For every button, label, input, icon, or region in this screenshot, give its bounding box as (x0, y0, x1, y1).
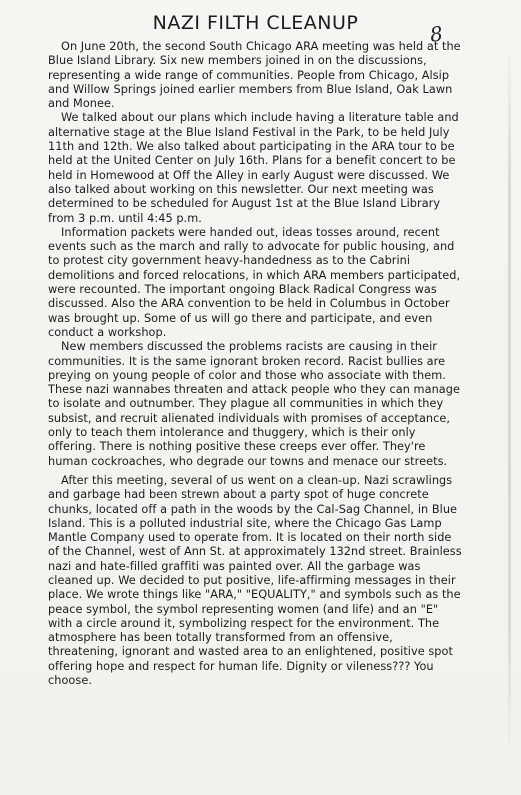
article-body (48, 40, 463, 688)
paragraph-meeting: On June 20th, the second South Chicago ARA meeting was held at the Blue Island Library. Six new members joined in on the discussions, representing a wide range of communities. People from Chicago, Alsip and Willow Springs joined earlier members from Blue Island, Oak Lawn and Monee. (48, 40, 461, 111)
paragraph-cleanup: After this meeting, several of us went on a clean-up. Nazi scrawlings and garbage had been strewn about a party spot of huge concrete chunks, located off a path in the woods by the Cal-Sag Channel, in Blue Island. This is a polluted industrial site, where the Chicago Gas Lamp Mantle Company used to operate from. It is located on their north side of the Channel, west of Ann St. at approximately 132nd street. Brainless nazi and hate-filled graffiti was painted over. All the garbage was cleaned up. We decided to put positive, life-affirming messages in their place. We wrote things like "ARA," "EQUALITY," and symbols such as the peace symbol, the symbol representing women (and life) and an "E" with a circle around it, symbolizing respect for the environment. The atmosphere has been totally transformed from an offensive, threatening, ignorant and wasted area to an enlightened, positive spot offering hope and respect for human life. Dignity or vileness??? You choose. (48, 473, 462, 688)
paragraph-plans: We talked about our plans which include having a literature table and alternative stage at the Blue Island Festival in the Park, to be held July 11th and 12th. We also talked about participating in the ARA tour to be held at the United Center on July 16th. Plans for a benefit concert to be held in Homewood at Off the Alley in early August were discussed. We also talked about working on this newsletter. Our next meeting was determined to be scheduled for August 1st at the Blue Island Library from 3 p.m. until 4:45 p.m. (48, 111, 459, 225)
scan-edge-shadow (508, 40, 511, 760)
paragraph-information: Information packets were handed out, ideas tosses around, recent events such as the march and rally to advocate for public housing, and to protest city government heavy-handedness as to the Cabrini demolitions and forced relocations, in which ARA members participated, were recounted. The important ongoing Black Radical Congress was discussed. Also the ARA convention to be held in Columbus in October was brought up. Some of us will go there and participate, and even conduct a workshop. (48, 225, 461, 339)
article-title: NAZI FILTH CLEANUP (152, 12, 359, 34)
handwritten-page-number: 8 (428, 21, 445, 47)
paragraph-racists: New members discussed the problems racists are causing in their communities. It is the same ignorant broken record. Racist bullies are preying on young people of color and those who associate with them. These nazi wannabes threaten and attack people who they can manage to isolate and outnumber. They plague all communities in which they subsist, and recruit alienated individuals with promises of acceptance, only to teach them intolerance and thuggery, which is their only offering. There is nothing positive these creeps ever offer. They're human cockroaches, who degrade our towns and menace our streets. (48, 340, 460, 468)
